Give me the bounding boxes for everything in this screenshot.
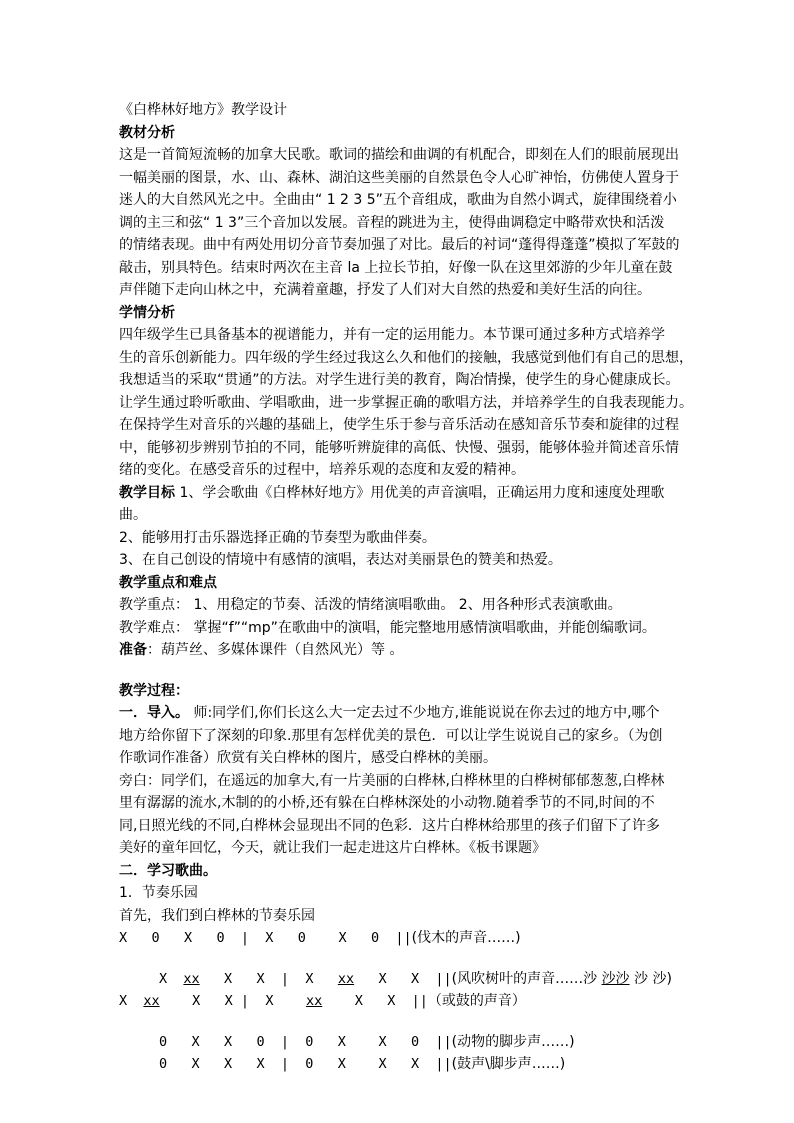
blank-line xyxy=(119,662,679,680)
rhythm-notation-underlined: xx xyxy=(183,970,200,987)
paragraph-line: 这是一首简短流畅的加拿大民歌。歌词的描绘和曲调的有机配合，即刻在人们的眼前展现出 xyxy=(119,147,679,163)
rhythm-notation: X X || xyxy=(322,993,428,1009)
objective-1-text: 1、学会歌曲《白桦林好地方》用优美的声音演唱，正确运用力度和速度处理歌 xyxy=(175,484,665,501)
blank-line xyxy=(119,950,679,968)
paragraph-line: 的情绪表现。曲中有两处用切分音节奏加强了对比。最后的衬词“蓬得得蓬蓬”模拟了军鼓的 xyxy=(119,237,680,253)
rhythm-comment: 沙 沙) xyxy=(629,970,672,987)
rhythm-notation-underlined: xx xyxy=(143,993,160,1009)
rhythm-notation: 0 X X X | 0 X X X || xyxy=(159,1056,452,1072)
paragraph-line: 四年级学生已具备基本的视谱能力，并有一定的运用能力。本节课可通过多种方式培养学 xyxy=(119,327,665,343)
paragraph-line: 绪的变化。在感受音乐的过程中，培养乐观的态度和友爱的精神。 xyxy=(119,462,525,478)
rhythm-comment: (风吹树叶的声音……沙 xyxy=(451,970,602,987)
rhythm-comment: (动物的脚步声……) xyxy=(451,1033,575,1050)
rhythm-notation: 0 X X 0 | 0 X X 0 || xyxy=(159,1033,452,1050)
difficult-points-line: 教学难点： 掌握“f”“mp”在歌曲中的演唱，能完整地用感情演唱歌曲，并能创编歌词。 xyxy=(119,619,656,636)
paragraph-line: 美好的童年回忆，今天，就让我们一起走进这片白桦林。《板书课题》 xyxy=(119,840,546,856)
paragraph-line: 调的主三和弦“ 1 3”三个音加以发展。音程的跳进为主，使得曲调稳定中略带欢快和活泼 xyxy=(119,214,665,231)
step-1-text: 师:同学们,你们长这么大一定去过不少地方,谁能说说在你去过的地方中,哪个 xyxy=(189,705,660,721)
step-1-label: 一．导入。 xyxy=(119,705,189,721)
rhythm-intro-line: 首先，我们到白桦林的节奏乐园 xyxy=(119,907,315,924)
paragraph-line: 在保持学生对音乐的兴趣的基础上，使学生乐于参与音乐活动在感知音乐节奏和旋律的过程 xyxy=(119,417,679,433)
rhythm-notation: X xyxy=(159,970,184,987)
rhythm-notation: X X | X xyxy=(199,970,338,987)
rhythm-comment: (鼓声\脚步声……) xyxy=(451,1056,566,1072)
paragraph-line: 一幅美丽的图景，水、山、森林、湖泊这些美丽的自然景色令人心旷神怡，仿佛使人置身于 xyxy=(119,169,679,186)
rhythm-notation: X X || xyxy=(354,970,452,987)
preparation-text: ：葫芦丝、多媒体课件（自然风光）等 。 xyxy=(147,642,404,658)
step-2-label: 二．学习歌曲。 xyxy=(119,862,217,879)
paragraph-line: 让学生通过聆听歌曲、学唱歌曲，进一步掌握正确的歌唱方法，并培养学生的自我表现能力。 xyxy=(119,394,693,411)
paragraph-line: 里有潺潺的流水,木制的的小桥,还有躲在白桦林深处的小动物.随着季节的不同,时间的不 xyxy=(119,795,655,811)
rhythm-comment-underlined: 沙沙 xyxy=(601,970,630,987)
blank-line xyxy=(119,1013,679,1031)
rhythm-line-2 xyxy=(119,968,679,991)
document-page xyxy=(119,99,693,1076)
paragraph-line: 地方给你留下了深刻的印象.那里有怎样优美的景色．可以让学生说说自己的家乡。（为创 xyxy=(119,727,663,744)
section-heading-textbook-analysis: 教材分析 xyxy=(119,124,175,141)
process-intro-line xyxy=(119,702,679,725)
paragraph-line: 敲击，别具特色。结束时两次在主音 la 上拉长节拍，好像一队在这里郊游的少年儿童在鼓 xyxy=(119,259,673,276)
section-heading-key-difficult: 教学重点和难点 xyxy=(119,574,217,591)
rhythm-line-3 xyxy=(119,990,679,1013)
rhythm-comment: (伐木的声音……) xyxy=(411,930,521,946)
paragraph-line: 中，能够初步辨别节拍的不同，能够听辨旋律的高低、快慢、强弱，能够体验并简述音乐情 xyxy=(119,439,679,456)
paragraph-line: 迷人的大自然风光之中。全曲由“ 1 2 3 5”五个音组成，歌曲为自然小调式，旋律围绕着小 xyxy=(119,192,677,208)
rhythm-notation: X 0 X 0 | X 0 X 0 || xyxy=(119,930,412,946)
rhythm-notation-underlined: xx xyxy=(305,993,323,1009)
paragraph-line: 曲。 xyxy=(119,507,147,523)
paragraph-line: 生的音乐创新能力。四年级的学生经过我这么久和他们的接触，我感觉到他们有自己的思想， xyxy=(119,349,693,366)
rhythm-notation-underlined: xx xyxy=(337,970,355,987)
paragraph-line: 3、在自己创设的情境中有感情的演唱，表达对美丽景色的赞美和热爱。 xyxy=(119,552,562,568)
section-heading-process: 教学过程： xyxy=(119,682,189,699)
paragraph-line: 同,日照光线的不同,白桦林会显现出不同的色彩．这片白桦林给那里的孩子们留下了许多 xyxy=(119,817,660,834)
paragraph-line: 声伴随下走向山林之中，充满着童趣，抒发了人们对大自然的热爱和美好生活的向往。 xyxy=(119,282,651,298)
sub-step-rhythm-garden: 1．节奏乐园 xyxy=(119,885,198,901)
paragraph-line: 我想适当的采取“贯通”的方法。对学生进行美的教育，陶冶情操，使学生的身心健康成长。 xyxy=(119,372,680,388)
rhythm-notation: X X | X xyxy=(159,993,306,1009)
rhythm-line-5 xyxy=(119,1053,679,1076)
preparation-label: 准备 xyxy=(119,642,147,658)
rhythm-notation: X xyxy=(119,993,144,1009)
rhythm-line-4 xyxy=(119,1031,679,1054)
document-title: 《白桦林好地方》教学设计 xyxy=(119,102,287,118)
paragraph-line: 旁白：同学们，在遥远的加拿大,有一片美丽的白桦林,白桦林里的白桦树郁郁葱葱,白桦林 xyxy=(119,772,665,789)
key-points-line: 教学重点： 1、用稳定的节奏、活泼的情绪演唱歌曲。 2、用各种形式表演歌曲。 xyxy=(119,597,622,613)
preparation-line xyxy=(119,639,679,662)
section-heading-student-analysis: 学情分析 xyxy=(119,304,175,321)
paragraph-line: 作歌词作准备）欣赏有关白桦林的图片，感受白桦林的美丽。 xyxy=(119,750,497,766)
rhythm-line-1 xyxy=(119,927,679,950)
objectives-line xyxy=(119,482,679,505)
rhythm-comment: （或鼓的声音） xyxy=(427,993,526,1009)
paragraph-line: 2、能够用打击乐器选择正确的节奏型为歌曲伴奏。 xyxy=(119,529,436,546)
section-heading-objectives: 教学目标 xyxy=(119,484,175,501)
